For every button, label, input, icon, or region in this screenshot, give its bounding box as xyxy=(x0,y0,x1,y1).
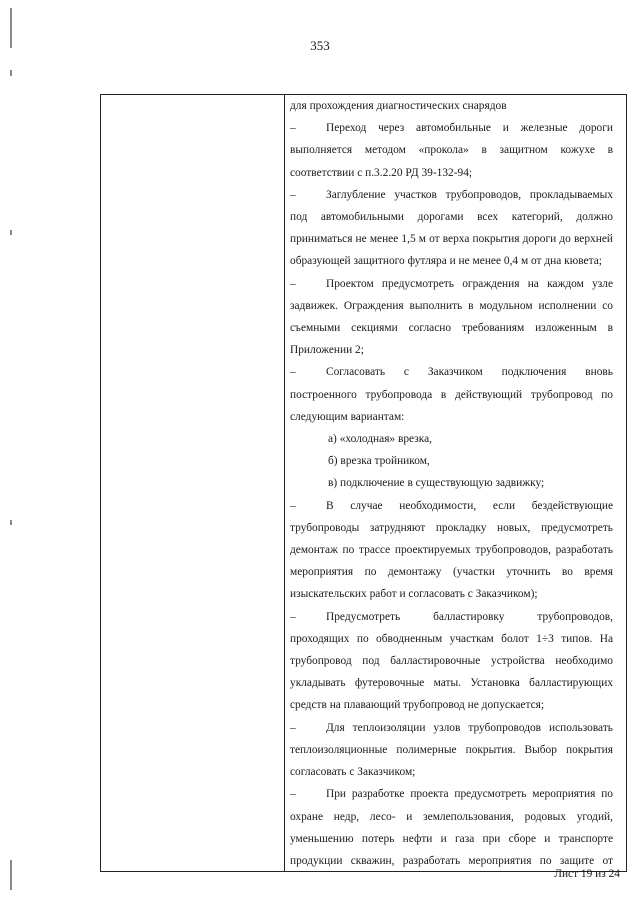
list-dash: – xyxy=(290,122,296,135)
paragraph-text: Согласовать с Заказчиком подключения вновь построенного трубопровода в действующий трубопровод по следующим вариантам: xyxy=(290,366,613,423)
paragraph-text: В случае необходимости, если бездействующие трубопроводы затрудняют прокладку новых, предусмотреть демонтаж по трассе проектируемых трубопроводов, разработать мероприятия по демонтажу (участки уточнить во время изыскательских работ и согласовать с Заказчиком); xyxy=(290,499,613,601)
paragraph xyxy=(290,95,613,117)
sheet-label: Лист 19 из 24 xyxy=(554,868,620,880)
paragraph-text: При разработке проекта предусмотреть мероприятия по охране недр, лесо- и землепользования, родовых угодий, уменьшению потерь нефти и газа при сборе и транспорте продукции скважин, разработать мероприятия по защите от xyxy=(290,788,613,867)
column-divider xyxy=(284,94,285,872)
scan-edge-marks xyxy=(8,0,14,905)
paragraph-text: а) «холодная» врезка, xyxy=(328,433,433,446)
paragraph-text: Проектом предусмотреть ограждения на каждом узле задвижек. Ограждения выполнить в модульном исполнении со съемными секциями согласно требованиям изложенным в Приложении 2; xyxy=(290,277,613,357)
page-number: 353 xyxy=(310,38,330,53)
sub-item xyxy=(290,428,613,450)
list-dash: – xyxy=(290,788,296,801)
paragraph-text: в) подключение в существующую задвижку; xyxy=(328,477,545,490)
paragraph-text: Предусмотреть балластировку трубопроводов, проходящих по обводненным участкам болот 1÷3 типов. На трубопровод под балластировочные устройства необходимо укладывать футеровочные маты. Установка балластирующих средств на плавающий трубопровод не допускается; xyxy=(290,610,613,712)
paragraph xyxy=(290,361,613,428)
paragraph xyxy=(290,606,613,717)
paragraph xyxy=(290,783,613,872)
list-dash: – xyxy=(290,610,296,623)
sub-item xyxy=(290,450,613,472)
paragraph xyxy=(290,184,613,273)
list-dash: – xyxy=(290,721,296,734)
list-dash: – xyxy=(290,188,296,201)
list-dash: – xyxy=(290,277,296,290)
paragraph-text: Для теплоизоляции узлов трубопроводов использовать теплоизоляционные полимерные покрытия. Выбор покрытия согласовать с Заказчиком; xyxy=(290,721,613,779)
paragraph-text: б) врезка тройником, xyxy=(328,455,430,468)
list-dash: – xyxy=(290,499,296,512)
sub-item xyxy=(290,472,613,494)
list-dash: – xyxy=(290,366,296,379)
paragraph-text: Переход через автомобильные и железные дороги выполняется методом «прокола» в защитном кожухе в соответствии с п.3.2.20 РД 39-132-94; xyxy=(290,122,613,179)
paragraph-text: для прохождения диагностических снарядов xyxy=(290,100,507,112)
requirements-text-column xyxy=(290,95,613,872)
paragraph-text: Заглубление участков трубопроводов, прокладываемых под автомобильными дорогами всех категорий, должно приниматься не менее 1,5 м от верха покрытия дороги до верхней образующей защитного футляра и не менее 0,4 м от дна кювета; xyxy=(290,188,613,268)
paragraph xyxy=(290,495,613,606)
paragraph xyxy=(290,117,613,184)
paragraph xyxy=(290,717,613,784)
paragraph xyxy=(290,273,613,362)
